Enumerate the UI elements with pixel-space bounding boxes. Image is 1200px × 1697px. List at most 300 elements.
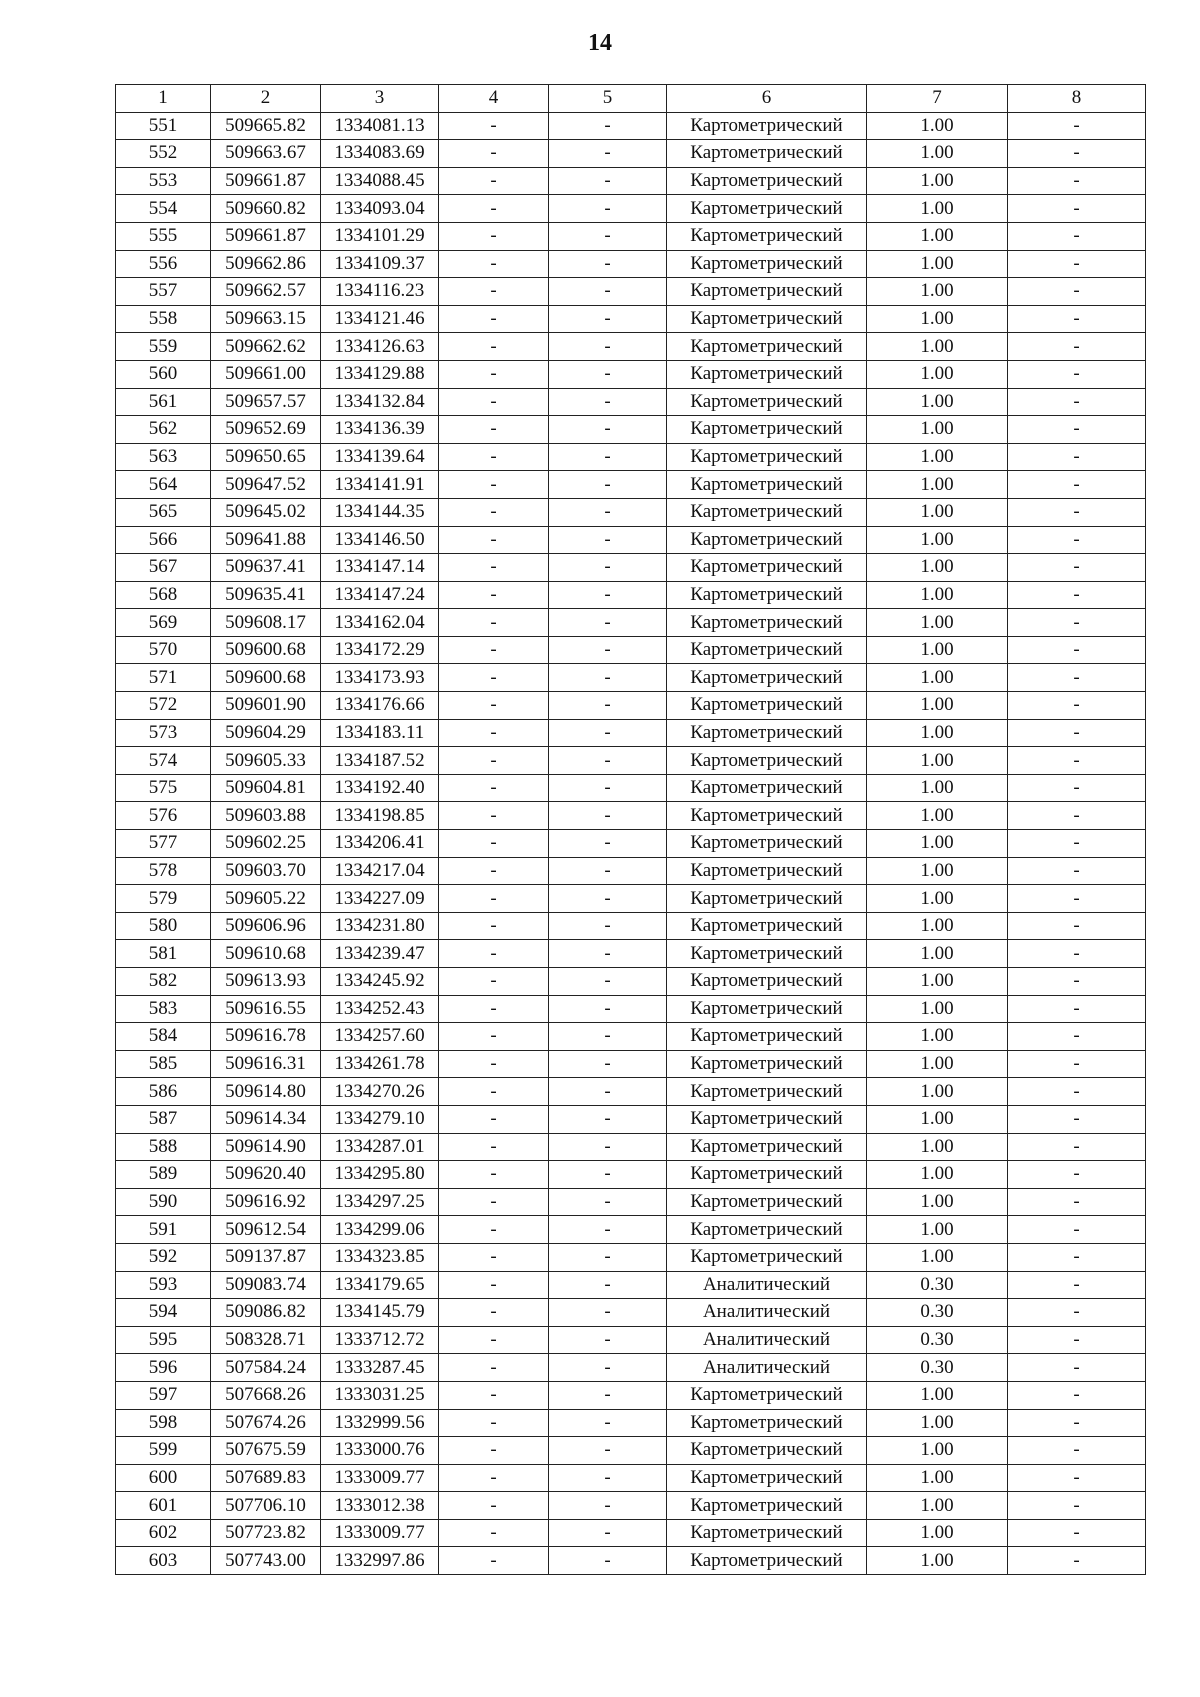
table-cell: - xyxy=(439,968,549,996)
column-header: 1 xyxy=(116,85,211,113)
table-cell: 590 xyxy=(116,1188,211,1216)
table-cell: 589 xyxy=(116,1161,211,1189)
table-cell: 509652.69 xyxy=(211,416,321,444)
table-cell: - xyxy=(549,554,667,582)
table-cell: 1334132.84 xyxy=(321,388,439,416)
table-cell: 1334126.63 xyxy=(321,333,439,361)
table-cell: 1334227.09 xyxy=(321,885,439,913)
table-cell: - xyxy=(549,1464,667,1492)
table-row xyxy=(116,719,1146,747)
table-cell: 509662.62 xyxy=(211,333,321,361)
table-cell: 1334206.41 xyxy=(321,830,439,858)
table-cell: - xyxy=(439,1133,549,1161)
table-cell: 507674.26 xyxy=(211,1409,321,1437)
column-header: 4 xyxy=(439,85,549,113)
table-cell: 1332999.56 xyxy=(321,1409,439,1437)
table-cell: - xyxy=(439,167,549,195)
table-cell: - xyxy=(439,471,549,499)
table-cell: 1334093.04 xyxy=(321,195,439,223)
table-row xyxy=(116,636,1146,664)
table-cell: - xyxy=(1008,416,1146,444)
table-cell: - xyxy=(549,140,667,168)
table-cell: - xyxy=(1008,719,1146,747)
table-row xyxy=(116,885,1146,913)
table-cell: 567 xyxy=(116,554,211,582)
table-row xyxy=(116,581,1146,609)
table-cell: 564 xyxy=(116,471,211,499)
table-cell: - xyxy=(1008,112,1146,140)
table-cell: 509635.41 xyxy=(211,581,321,609)
table-cell: - xyxy=(439,1188,549,1216)
table-cell: 0.30 xyxy=(867,1326,1008,1354)
table-row xyxy=(116,195,1146,223)
table-row xyxy=(116,278,1146,306)
table-cell: 576 xyxy=(116,802,211,830)
table-cell: - xyxy=(439,664,549,692)
table-cell: 1334172.29 xyxy=(321,636,439,664)
table-cell: 1.00 xyxy=(867,802,1008,830)
table-cell: 592 xyxy=(116,1243,211,1271)
table-cell: 509600.68 xyxy=(211,636,321,664)
table-cell: 1.00 xyxy=(867,747,1008,775)
table-row xyxy=(116,1437,1146,1465)
table-cell: Картометрический xyxy=(667,1519,867,1547)
table-cell: 1.00 xyxy=(867,1105,1008,1133)
table-cell: Картометрический xyxy=(667,1492,867,1520)
table-cell: - xyxy=(439,250,549,278)
table-row xyxy=(116,747,1146,775)
table-row xyxy=(116,1271,1146,1299)
table-cell: - xyxy=(549,1133,667,1161)
table-row xyxy=(116,1105,1146,1133)
table-row xyxy=(116,1216,1146,1244)
table-cell: - xyxy=(439,222,549,250)
table-cell: 1334299.06 xyxy=(321,1216,439,1244)
table-cell: - xyxy=(1008,885,1146,913)
table-cell: Картометрический xyxy=(667,498,867,526)
table-cell: - xyxy=(1008,360,1146,388)
table-cell: Картометрический xyxy=(667,250,867,278)
table-cell: - xyxy=(549,388,667,416)
table-cell: 570 xyxy=(116,636,211,664)
table-cell: - xyxy=(549,940,667,968)
table-cell: Картометрический xyxy=(667,360,867,388)
table-cell: 1.00 xyxy=(867,222,1008,250)
column-header: 7 xyxy=(867,85,1008,113)
table-cell: - xyxy=(439,581,549,609)
table-cell: - xyxy=(549,1271,667,1299)
table-cell: 509608.17 xyxy=(211,609,321,637)
table-cell: Картометрический xyxy=(667,167,867,195)
table-cell: 1.00 xyxy=(867,1050,1008,1078)
table-cell: 509137.87 xyxy=(211,1243,321,1271)
table-cell: 509613.93 xyxy=(211,968,321,996)
table-cell: 1334239.47 xyxy=(321,940,439,968)
table-cell: - xyxy=(1008,443,1146,471)
table-cell: - xyxy=(439,443,549,471)
table-row xyxy=(116,388,1146,416)
table-cell: - xyxy=(1008,968,1146,996)
table-cell: 574 xyxy=(116,747,211,775)
table-cell: - xyxy=(549,664,667,692)
table-cell: Картометрический xyxy=(667,195,867,223)
table-cell: 1332997.86 xyxy=(321,1547,439,1575)
table-cell: 1.00 xyxy=(867,333,1008,361)
table-cell: - xyxy=(549,1354,667,1382)
table-cell: 585 xyxy=(116,1050,211,1078)
table-cell: 591 xyxy=(116,1216,211,1244)
table-cell: - xyxy=(1008,526,1146,554)
table-cell: - xyxy=(549,1188,667,1216)
table-cell: - xyxy=(439,388,549,416)
table-cell: - xyxy=(549,1409,667,1437)
table-cell: 507689.83 xyxy=(211,1464,321,1492)
table-cell: 596 xyxy=(116,1354,211,1382)
table-cell: 509604.29 xyxy=(211,719,321,747)
coordinates-table xyxy=(115,84,1146,1575)
table-cell: - xyxy=(549,968,667,996)
table-cell: - xyxy=(549,1161,667,1189)
table-cell: 1.00 xyxy=(867,1437,1008,1465)
table-cell: 0.30 xyxy=(867,1354,1008,1382)
table-cell: - xyxy=(549,1216,667,1244)
table-cell: - xyxy=(549,1243,667,1271)
table-cell: 1.00 xyxy=(867,1492,1008,1520)
table-cell: - xyxy=(1008,1299,1146,1327)
table-cell: 1.00 xyxy=(867,416,1008,444)
column-header: 5 xyxy=(549,85,667,113)
table-cell: 568 xyxy=(116,581,211,609)
page-number: 14 xyxy=(588,30,612,56)
table-cell: 509660.82 xyxy=(211,195,321,223)
table-cell: Картометрический xyxy=(667,692,867,720)
table-cell: 601 xyxy=(116,1492,211,1520)
table-cell: - xyxy=(1008,774,1146,802)
table-cell: - xyxy=(1008,250,1146,278)
table-cell: 602 xyxy=(116,1519,211,1547)
table-cell: Картометрический xyxy=(667,857,867,885)
table-row xyxy=(116,1381,1146,1409)
table-cell: - xyxy=(1008,140,1146,168)
table-cell: - xyxy=(439,554,549,582)
table-row xyxy=(116,1464,1146,1492)
table-cell: - xyxy=(549,774,667,802)
table-cell: - xyxy=(1008,1437,1146,1465)
table-cell: - xyxy=(439,1271,549,1299)
table-cell: - xyxy=(439,1216,549,1244)
table-row xyxy=(116,333,1146,361)
table-cell: 1334147.14 xyxy=(321,554,439,582)
table-cell: - xyxy=(439,802,549,830)
table-cell: - xyxy=(439,1299,549,1327)
table-cell: Картометрический xyxy=(667,719,867,747)
table-row xyxy=(116,940,1146,968)
table-cell: - xyxy=(439,609,549,637)
table-cell: - xyxy=(1008,333,1146,361)
table-cell: 1.00 xyxy=(867,581,1008,609)
table-cell: 1334129.88 xyxy=(321,360,439,388)
table-cell: 1.00 xyxy=(867,692,1008,720)
table-cell: - xyxy=(549,747,667,775)
table-cell: - xyxy=(439,526,549,554)
table-cell: 1.00 xyxy=(867,195,1008,223)
table-cell: - xyxy=(439,1547,549,1575)
table-cell: 1334146.50 xyxy=(321,526,439,554)
table-cell: - xyxy=(439,912,549,940)
table-cell: 1.00 xyxy=(867,140,1008,168)
table-cell: Картометрический xyxy=(667,1547,867,1575)
table-cell: 1334176.66 xyxy=(321,692,439,720)
table-cell: Картометрический xyxy=(667,1050,867,1078)
table-cell: 603 xyxy=(116,1547,211,1575)
table-cell: 509637.41 xyxy=(211,554,321,582)
table-cell: 1.00 xyxy=(867,995,1008,1023)
table-cell: - xyxy=(439,1105,549,1133)
table-row xyxy=(116,1133,1146,1161)
table-cell: - xyxy=(1008,857,1146,885)
table-cell: - xyxy=(1008,1519,1146,1547)
table-cell: - xyxy=(1008,1243,1146,1271)
table-cell: - xyxy=(549,416,667,444)
table-row xyxy=(116,416,1146,444)
table-cell: - xyxy=(1008,940,1146,968)
table-row xyxy=(116,912,1146,940)
table-cell: 509603.70 xyxy=(211,857,321,885)
table-row xyxy=(116,1243,1146,1271)
table-cell: 1.00 xyxy=(867,940,1008,968)
table-cell: - xyxy=(439,112,549,140)
table-cell: 1334270.26 xyxy=(321,1078,439,1106)
table-cell: 1334088.45 xyxy=(321,167,439,195)
table-cell: Картометрический xyxy=(667,581,867,609)
table-cell: Картометрический xyxy=(667,222,867,250)
table-cell: Картометрический xyxy=(667,1161,867,1189)
table-cell: - xyxy=(439,1464,549,1492)
table-cell: 556 xyxy=(116,250,211,278)
table-cell: 563 xyxy=(116,443,211,471)
table-cell: - xyxy=(439,1519,549,1547)
table-cell: 1334173.93 xyxy=(321,664,439,692)
table-cell: 1.00 xyxy=(867,1161,1008,1189)
table-cell: 509612.54 xyxy=(211,1216,321,1244)
table-cell: 1.00 xyxy=(867,167,1008,195)
table-cell: 559 xyxy=(116,333,211,361)
table-cell: - xyxy=(549,1381,667,1409)
table-cell: - xyxy=(1008,1464,1146,1492)
table-cell: 1.00 xyxy=(867,1188,1008,1216)
table-cell: 551 xyxy=(116,112,211,140)
table-cell: - xyxy=(439,1381,549,1409)
table-cell: Картометрический xyxy=(667,1105,867,1133)
table-cell: 509605.33 xyxy=(211,747,321,775)
table-cell: - xyxy=(1008,222,1146,250)
table-cell: 555 xyxy=(116,222,211,250)
table-cell: 554 xyxy=(116,195,211,223)
table-cell: 509603.88 xyxy=(211,802,321,830)
table-cell: - xyxy=(439,305,549,333)
table-cell: 1334147.24 xyxy=(321,581,439,609)
table-cell: - xyxy=(549,1547,667,1575)
table-cell: - xyxy=(549,471,667,499)
table-cell: 1334116.23 xyxy=(321,278,439,306)
table-cell: - xyxy=(439,1354,549,1382)
table-cell: 1334231.80 xyxy=(321,912,439,940)
table-cell: 1333031.25 xyxy=(321,1381,439,1409)
table-cell: - xyxy=(439,498,549,526)
table-cell: 1334162.04 xyxy=(321,609,439,637)
table-cell: Аналитический xyxy=(667,1326,867,1354)
column-header: 3 xyxy=(321,85,439,113)
table-cell: - xyxy=(1008,554,1146,582)
table-cell: 566 xyxy=(116,526,211,554)
table-cell: - xyxy=(1008,581,1146,609)
table-cell: - xyxy=(439,692,549,720)
table-cell: 1334139.64 xyxy=(321,443,439,471)
table-cell: - xyxy=(1008,1271,1146,1299)
table-row xyxy=(116,1161,1146,1189)
table-cell: 1.00 xyxy=(867,636,1008,664)
table-cell: 0.30 xyxy=(867,1299,1008,1327)
table-cell: 1334295.80 xyxy=(321,1161,439,1189)
table-row xyxy=(116,830,1146,858)
table-cell: 1.00 xyxy=(867,664,1008,692)
table-row xyxy=(116,554,1146,582)
table-cell: - xyxy=(549,912,667,940)
table-cell: 1.00 xyxy=(867,885,1008,913)
table-cell: 507743.00 xyxy=(211,1547,321,1575)
table-cell: - xyxy=(549,802,667,830)
table-cell: - xyxy=(1008,1133,1146,1161)
table-cell: 1333012.38 xyxy=(321,1492,439,1520)
table-cell: 509616.92 xyxy=(211,1188,321,1216)
table-cell: - xyxy=(549,719,667,747)
table-cell: - xyxy=(1008,912,1146,940)
table-row xyxy=(116,1188,1146,1216)
table-cell: 507584.24 xyxy=(211,1354,321,1382)
table-cell: - xyxy=(1008,1078,1146,1106)
table-cell: - xyxy=(1008,1161,1146,1189)
table-cell: 1333000.76 xyxy=(321,1437,439,1465)
table-cell: 1.00 xyxy=(867,278,1008,306)
table-header xyxy=(116,85,1146,113)
table-cell: - xyxy=(549,222,667,250)
table-row xyxy=(116,1354,1146,1382)
table-cell: 582 xyxy=(116,968,211,996)
table-row xyxy=(116,1326,1146,1354)
table-cell: 581 xyxy=(116,940,211,968)
table-cell: 594 xyxy=(116,1299,211,1327)
table-cell: 583 xyxy=(116,995,211,1023)
table-cell: - xyxy=(439,830,549,858)
table-cell: 1334145.79 xyxy=(321,1299,439,1327)
table-cell: - xyxy=(549,112,667,140)
table-cell: 1.00 xyxy=(867,471,1008,499)
table-cell: 1334183.11 xyxy=(321,719,439,747)
table-cell: 561 xyxy=(116,388,211,416)
table-cell: 1.00 xyxy=(867,774,1008,802)
table-cell: Картометрический xyxy=(667,416,867,444)
table-cell: 569 xyxy=(116,609,211,637)
table-cell: - xyxy=(1008,1354,1146,1382)
table-cell: 587 xyxy=(116,1105,211,1133)
table-cell: - xyxy=(549,1299,667,1327)
table-cell: - xyxy=(549,443,667,471)
table-row xyxy=(116,802,1146,830)
table-cell: - xyxy=(549,305,667,333)
table-cell: Картометрический xyxy=(667,802,867,830)
table-cell: 1.00 xyxy=(867,1078,1008,1106)
table-cell: 1334279.10 xyxy=(321,1105,439,1133)
table-cell: 509657.57 xyxy=(211,388,321,416)
table-cell: 509645.02 xyxy=(211,498,321,526)
table-row xyxy=(116,1050,1146,1078)
table-cell: Картометрический xyxy=(667,885,867,913)
table-cell: Картометрический xyxy=(667,554,867,582)
table-cell: 1334257.60 xyxy=(321,1023,439,1051)
table-cell: - xyxy=(549,333,667,361)
table-row xyxy=(116,1023,1146,1051)
table-cell: 1334198.85 xyxy=(321,802,439,830)
table-cell: 1.00 xyxy=(867,443,1008,471)
table-cell: 565 xyxy=(116,498,211,526)
table-cell: - xyxy=(1008,692,1146,720)
table-cell: 1.00 xyxy=(867,912,1008,940)
table-cell: - xyxy=(1008,471,1146,499)
table-row xyxy=(116,112,1146,140)
table-cell: 509616.55 xyxy=(211,995,321,1023)
table-row xyxy=(116,250,1146,278)
table-cell: 573 xyxy=(116,719,211,747)
table-cell: 1334109.37 xyxy=(321,250,439,278)
table-cell: 1.00 xyxy=(867,1216,1008,1244)
table-cell: 509614.34 xyxy=(211,1105,321,1133)
table-cell: - xyxy=(439,747,549,775)
table-cell: 1334187.52 xyxy=(321,747,439,775)
table-cell: - xyxy=(439,719,549,747)
table-cell: 552 xyxy=(116,140,211,168)
table-cell: Картометрический xyxy=(667,1023,867,1051)
table-cell: - xyxy=(549,278,667,306)
table-cell: 509616.78 xyxy=(211,1023,321,1051)
table-row xyxy=(116,498,1146,526)
table-cell: 509614.80 xyxy=(211,1078,321,1106)
table-row xyxy=(116,360,1146,388)
table-row xyxy=(116,857,1146,885)
table-cell: Картометрический xyxy=(667,443,867,471)
table-cell: - xyxy=(1008,278,1146,306)
table-cell: Картометрический xyxy=(667,664,867,692)
table-row xyxy=(116,140,1146,168)
table-cell: - xyxy=(1008,498,1146,526)
table-cell: - xyxy=(549,636,667,664)
table-cell: - xyxy=(549,195,667,223)
table-cell: 509606.96 xyxy=(211,912,321,940)
column-header: 8 xyxy=(1008,85,1146,113)
table-cell: Картометрический xyxy=(667,1216,867,1244)
table-cell: 1.00 xyxy=(867,112,1008,140)
table-cell: 509665.82 xyxy=(211,112,321,140)
table-cell: - xyxy=(549,885,667,913)
header-row xyxy=(116,85,1146,113)
table-cell: - xyxy=(439,1078,549,1106)
table-cell: - xyxy=(439,360,549,388)
table-cell: - xyxy=(439,774,549,802)
table-cell: 507668.26 xyxy=(211,1381,321,1409)
table-cell: Картометрический xyxy=(667,1464,867,1492)
table-row xyxy=(116,1547,1146,1575)
table-cell: 1333287.45 xyxy=(321,1354,439,1382)
table-cell: - xyxy=(549,498,667,526)
